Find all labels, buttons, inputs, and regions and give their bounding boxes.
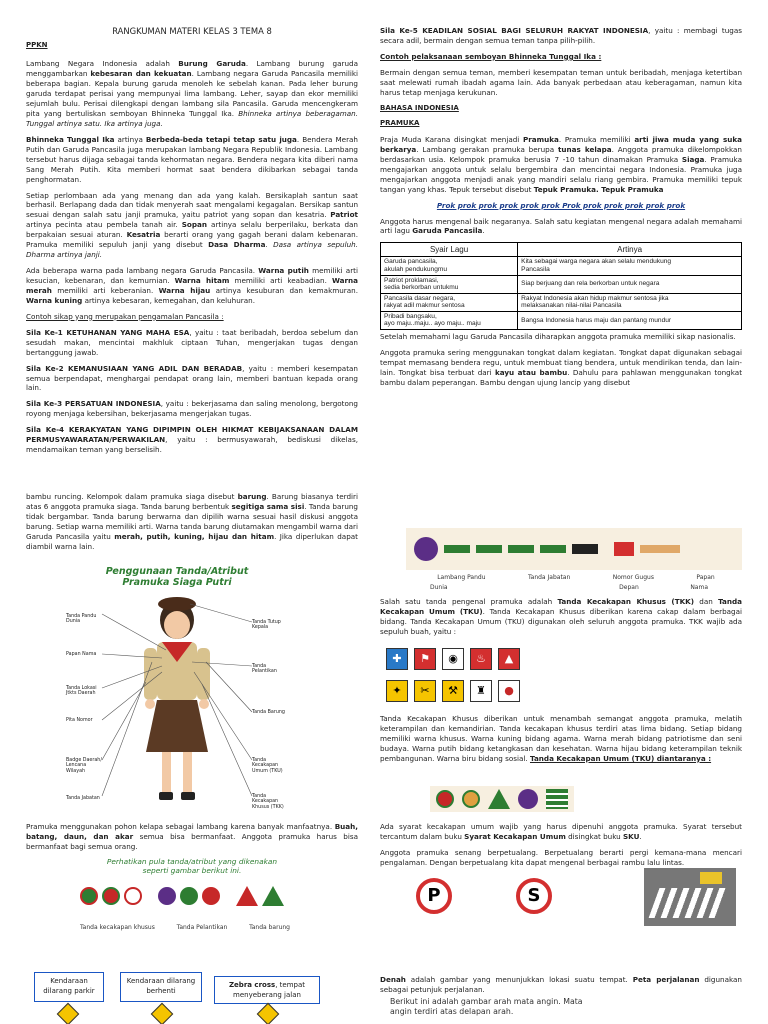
caption-lambang-pandu: Lambang Pandu: [437, 574, 486, 581]
column-header: Syair Lagu: [381, 243, 518, 257]
tanda-jabatan-icon: [540, 545, 566, 553]
table-row: [381, 311, 742, 329]
perhatikan-text-2: seperti gambar berikut ini.: [142, 865, 242, 875]
tku-badge-icon: [518, 789, 538, 809]
caption-papan: Papan: [696, 574, 715, 581]
sila-1: Sila Ke-1 KETUHANAN YANG MAHA ESA, yaitu : taat beribadah, berdoa sebelum dan sesudah makan, mencintai makhluk ciptaan Tuhan, mengerjakan tugas dengan bertanggung jawab.: [26, 327, 359, 357]
table-cell: akulah pendukungmu: [384, 265, 448, 273]
table-cell: rakyat adil makmur sentosa: [384, 302, 465, 310]
table-cell: Patriot proklamasi,: [384, 276, 439, 284]
table-row: [381, 257, 742, 275]
tanda-jabatan-icon: [476, 545, 502, 553]
tku-icons-row: [430, 786, 574, 812]
right-column-tkk2: [380, 714, 742, 770]
tku-stripes-icon: [546, 789, 568, 809]
label-tanda-lokasi: Tanda Lokasi Jtkts Daerah: [66, 686, 97, 697]
section-ppkn: PPKN: [26, 40, 48, 49]
barung-triangle-icon: [236, 886, 258, 906]
no-parking-sign-icon: P: [416, 878, 452, 914]
sewing-icon: ⚒: [442, 680, 464, 702]
tanda-jabatan-icon: [444, 545, 470, 553]
eye-icon: ◉: [442, 648, 464, 670]
tkk-badge-icon: [124, 887, 142, 905]
pandu-dunia-badge-icon: [414, 537, 438, 561]
table-row: [381, 293, 742, 311]
table-cell: Kita sebagai warga negara akan selalu mendukung: [521, 258, 672, 266]
label-barung: Tanda Barung: [252, 710, 285, 715]
flag-icon: ⚑: [414, 648, 436, 670]
warning-sign-icon: [57, 1003, 80, 1024]
sila-3: Sila Ke-3 PERSATUAN INDONESIA, yaitu : bekerjasama dan saling menolong, bergotong royong menjaga kebersihan, bekerjasama mengerjakan tugas.: [26, 399, 358, 419]
caption-depan: Depan: [619, 584, 639, 591]
caption-tkk: Tanda kecakapan khusus: [80, 924, 155, 931]
pelantikan-badge-icon: [158, 887, 176, 905]
paragraph-tkk-detail: Tanda Kecakapan Khusus diberikan untuk menambah semangat anggota pramuka, melatih keterampilan dan kemandirian. Tanda kecakapan khusus terdiri atas lima bidang. Setiap bidang memiliki warna khusus. Warna kuning bidang agama. Warna merah bidang patriotisme dan seni budaya. Warna putih bidang ketangkasan dan kesehatan. Warna hijau bidang keterampilan teknik pembangunan. Warna biru bidang sosial. Tanda Kecakapan Umum (TKU) diantaranya :: [380, 714, 742, 763]
section-pramuka: PRAMUKA: [380, 119, 420, 128]
atribut-strip: [406, 528, 742, 570]
table-cell: melaksanakan nilai-nilai Pancasila: [521, 302, 622, 310]
flame-icon: ♨: [470, 648, 492, 670]
label-papan-nama: Papan Nama: [66, 652, 97, 657]
traffic-light-icon: ●: [498, 680, 520, 702]
barung-triangle-icon: [262, 886, 284, 906]
paragraph-denah: Denah adalah gambar yang menunjukkan lokasi suatu tempat. Peta perjalanan digunakan sebagai petunjuk perjalanan.: [380, 975, 742, 994]
paragraph-garuda: Lambang Negara Indonesia adalah Burung Garuda. Lambang burung garuda menggambarkan kebesaran dan kekuatan. Lambang negara Garuda Pancasila memiliki beberapa bagian. Kepala burung garuda menoleh ke sebelah kanan. Pada leher burung garuda terdapat perisai yang mempunyai lima lambang. Leher, sayap dan ekor memiliki sejumlah bulu. Perisai dilengkapi dengan lambang sila Pancasila. Garuda mencengkeram pita yang bertuliskan semboyan Bhinneka Tunggal Ika. Bhinneka artinya beberagaman. Tunggal artinya satu. Ika artinya juga.: [26, 59, 358, 128]
paragraph-petualang: Anggota pramuka senang berpetualang. Berpetualang berarti pergi kemana-mana mencari pengalaman. Dengan berpetualang kita dapat mengenal berbagai rambu lalu lintas.: [380, 847, 742, 867]
right-column-top: [380, 26, 742, 394]
table-cell: Pancasila dasar negara,: [384, 294, 456, 302]
pelantikan-badge-icon: [180, 887, 198, 905]
table-cell: Garuda pancasila,: [384, 258, 438, 266]
table-row: [381, 275, 742, 293]
sila-2: Sila Ke-2 KEMANUSIAAN YANG ADIL DAN BERADAB, yaitu : memberi kesempatan semua berpendapat, menghargai pendapat orang lain, memberi bantuan kepada orang lain.: [26, 363, 358, 393]
label-tutup-kepala: Tanda Tutup Kepala: [252, 620, 281, 631]
lagu-table: [380, 242, 742, 330]
paragraph-tongkat: Anggota pramuka sering menggunakan tongkat dalam kegiatan. Tongkat dapat digunakan sebagai tempat memasang bendera regu, untuk membuat tiang bendera, untuk mendirikan tenda, dan lain-lain. Tongkat bisa terbuat dari kayu atau bambu. Dahulu para pahlawan menggunakan tongkat bambu dalam peperangan. Bambu dengan ujung lancip yang disebut: [380, 347, 743, 387]
tepuk-pramuka: Prok prok prok prok prok prok Prok prok prok prok prok prok: [436, 200, 686, 210]
papan-nama-icon: [640, 545, 680, 553]
caption-barung: Tanda barung: [249, 924, 290, 931]
tku-badge-icon: [462, 790, 480, 808]
zebra-cross-photo: [644, 868, 736, 926]
rambu-box-zebra: Zebra cross, tempat menyeberang jalan: [214, 976, 320, 1004]
atribut-badges-row: [80, 886, 290, 906]
page-title: RANGKUMAN MATERI KELAS 3 TEMA 8: [112, 26, 272, 36]
paragraph-santun: Setiap perlombaan ada yang menang dan ada yang kalah. Bersikaplah santun saat berhasil. Berlapang dada dan tidak menyerah saat mengalami kegagalan. Bersikap santun sesuai dengan salah satu janji pramuka, yaitu patriot yang sopan dan kesatria. Patriot artinya pecinta atau pembela tanah air. Sopan artinya selalu berperilaku, berkata dan berpakaian sesuai aturan. Kesatria berarti orang yang gagah berani dalam kebenaran. Pramuka memiliki sepuluh janji yang disebut Dasa Dharma. Dasa artinya sepuluh. Dharma artinya janji.: [26, 190, 358, 260]
atribut-figure: [66, 566, 288, 818]
section-bahasa: BAHASA INDONESIA: [380, 103, 459, 112]
table-header-row: [381, 243, 742, 257]
nomor-gugus-icon: [572, 544, 598, 554]
label-badge-daerah: Badge Daerah/ Lencana Wilayah: [66, 758, 102, 774]
tkk-badge-icon: [80, 887, 98, 905]
tkk-badge-icon: [102, 887, 120, 905]
pelantikan-badge-icon: [202, 887, 220, 905]
contoh-heading: Contoh sikap yang merupakan pengamalan Pancasila :: [26, 311, 224, 321]
sila-4: Sila Ke-4 KERAKYATAN YANG DIPIMPIN OLEH HIKMAT KEBIJAKSANAAN DALAM PERMUSYAWARATAN/PERWAKILAN, yaitu : bermusyawarah, bediskusi dikelas, mendamaikan teman yang berselisih.: [26, 425, 358, 455]
lamp-icon: ✦: [386, 680, 408, 702]
table-cell: Bangsa Indonesia harus maju dan pantang mundur: [521, 316, 672, 324]
mata-angin-text-2: angin terdiri atas delapan arah.: [390, 1006, 514, 1016]
label-pelantikan: Tanda Pelantikan: [252, 664, 277, 675]
caption-tanda-jabatan: Tanda Jabatan: [527, 574, 571, 581]
left-column-kelapa: [26, 822, 358, 876]
paragraph-barung: bambu runcing. Kelompok dalam pramuka siaga disebut barung. Barung biasanya terdiri atas 6 anggota pramuka siaga. Tanda barung berbentuk segitiga sama sisi. Tanda barung tidak bergambar. Tanda barung berwarna dan dipilih warna sesuai hasil diskusi anggota barung. Setiap warna memiliki arti. Warna tanda barung diutamakan mengambil warna dari Garuda Pancasila yaitu merah, putih, kuning, hijau dan hitam. Jika diperlukan dapat diambil warna lain.: [26, 492, 359, 551]
right-column-denah: [380, 975, 742, 1016]
label-pita-nomor: Pita Nomor: [66, 718, 93, 723]
first-aid-icon: ✚: [386, 648, 408, 670]
table-cell: Pancasila: [521, 265, 550, 273]
rambu-box-berhenti: Kendaraan dilarang berhenti: [120, 972, 202, 1002]
rambu-box-parkir: Kendaraan dilarang parkir: [34, 972, 104, 1002]
warning-sign-icon: [257, 1003, 280, 1024]
label-tku: Tanda Kecakapan Umum (TKU): [252, 758, 283, 774]
tkk-icons-row-2: [386, 680, 520, 702]
paragraph-bhinneka: Bhinneka Tunggal Ika artinya Berbeda-beda tetapi tetap satu juga. Bendera Merah Putih dan Garuda Pancasila juga merupakan lambang Negara Republik Indonesia. Lambang tersebut harus dijaga sebagai tanda kehormatan negara. Bendera negara kita diberi nama Sang Merah Putih. Kita memberi hormat saat bendera dikibarkan sebagai tanda penghormatan.: [26, 134, 358, 184]
figure-subtitle: Pramuka Siaga Putri: [122, 577, 232, 589]
right-column-syarat: [380, 822, 742, 874]
paragraph-setelah: Setelah memahami lagu Garuda Pancasila diharapkan anggota pramuka memiliki sikap nasionalis.: [380, 332, 736, 341]
sila-5: Sila Ke-5 KEADILAN SOSIAL BAGI SELURUH RAKYAT INDONESIA, yaitu : membagi tugas secara adil, bermain dengan semua teman tanpa pilih-pilih.: [380, 26, 742, 45]
column-header: Artinya: [518, 243, 742, 257]
table-cell: Pribadi bangsaku,: [384, 312, 437, 320]
table-cell: ayo maju..maju.. ayo maju.. maju: [384, 320, 481, 328]
runner-icon: ♜: [470, 680, 492, 702]
mata-angin-text: Berikut ini adalah gambar arah mata angin. Mata: [390, 996, 583, 1006]
paragraph-tkk: Salah satu tanda pengenal pramuka adalah Tanda Kecakapan Khusus (TKK) dan Tanda Kecakapan Umum (TKU). Tanda Kecakapan Khusus diberikan karena cakap dalam berbagai bidang. Tanda Kecakapan Umum (TKU) digunakan oleh seluruh anggota pramuka. TKK wajib ada sepuluh buah, yaitu :: [380, 597, 743, 636]
label-tanda-pandu: Tanda Pandu Dunia: [66, 614, 97, 625]
caption-dunia: Dunia: [430, 584, 448, 591]
right-column-tkk: [380, 597, 742, 643]
paragraph-syarat: Ada syarat kecakapan umum wajib yang harus dipenuhi anggota pramuka. Syarat tersebut tercantum dalam buku Syarat Kecakapan Umum disingkat buku SKU.: [380, 822, 742, 841]
caption-pelantikan: Tanda Pelantikan: [176, 924, 228, 931]
bhinneka-heading: Contoh pelaksanaan semboyan Bhinneka Tunggal Ika :: [380, 51, 602, 61]
tku-triangle-icon: [488, 789, 510, 809]
caption-nama: Nama: [690, 584, 708, 591]
left-column-top: [26, 26, 358, 461]
hat-icon: ▲: [498, 648, 520, 670]
paragraph-bhinneka-contoh: Bermain dengan semua teman, memberi kesempatan teman untuk beribadah, menjaga ketertiban saat melewati rumah ibadah agama lain. Ada banyak perbedaan atau keberagaman, namun kita harus tetap menjaga kerukunan.: [380, 67, 742, 97]
label-tkk: Tanda Kecakapan Khusus (TKK): [252, 794, 284, 810]
table-cell: sedia berkorban untukmu: [384, 284, 459, 292]
table-cell: Rakyat Indonesia akan hidup makmur sentosa jika: [521, 294, 669, 302]
paragraph-anggota: Anggota harus mengenal baik negaranya. Salah satu kegiatan mengenal negara adalah memahami arti lagu Garuda Pancasila.: [380, 216, 742, 236]
perhatikan-text: Perhatikan pula tanda/atribut yang dikenakan: [106, 856, 278, 866]
nomor-gugus-icon: [614, 542, 634, 556]
warning-sign-icon: [151, 1003, 174, 1024]
tku-badge-icon: [436, 790, 454, 808]
figure-title: Penggunaan Tanda/Atribut: [105, 566, 249, 577]
paragraph-kelapa: Pramuka menggunakan pohon kelapa sebagai lambang karena banyak manfaatnya. Buah, batang, daun, dan akar semua bisa bermanfaat. Anggota pramuka harus bisa bermanfaat bagi semua orang.: [26, 822, 358, 851]
left-column-bottom: [26, 492, 358, 558]
no-stopping-sign-icon: S: [516, 878, 552, 914]
tools-icon: ✂: [414, 680, 436, 702]
caption-nomor-gugus: Nomor Gugus: [612, 574, 654, 581]
tanda-jabatan-icon: [508, 545, 534, 553]
paragraph-warna: Ada beberapa warna pada lambang negara Garuda Pancasila. Warna putih memiliki arti kesucian, kebenaran, dan kemurnian. Warna hitam memiliki arti keabadian. Warna merah memiliki arti keberanian. Warna hijau artinya kesuburan dan kemakmuran. Warna kuning artinya kebesaran, kemegahan, dan keluhuran.: [26, 266, 358, 305]
label-tanda-jabatan: Tanda Jabatan: [66, 796, 100, 801]
table-cell: Siap berjuang dan rela berkorban untuk negara: [521, 280, 660, 288]
paragraph-pramuka: Praja Muda Karana disingkat menjadi Pramuka. Pramuka memiliki arti jiwa muda yang suka berkarya. Lambang gerakan pramuka berupa tunas kelapa. Anggota pramuka dikelompokkan berdasarkan usia. Kelompok pramuka berusia 7 -10 tahun dinamakan Pramuka Siaga. Pramuka mengajarkan anggota untuk selalu bergembira dan mencintai negara Indonesia. Pramuka juga mengajarkan anggota menjadi anak yang mandiri selalu riang gembira. Pramuka memiliki tepuk tangan yang khas. Tepuk tersebut disebut Tepuk Pramuka. Tepuk Pramuka: [380, 134, 742, 194]
tkk-icons-row-1: [386, 648, 520, 670]
